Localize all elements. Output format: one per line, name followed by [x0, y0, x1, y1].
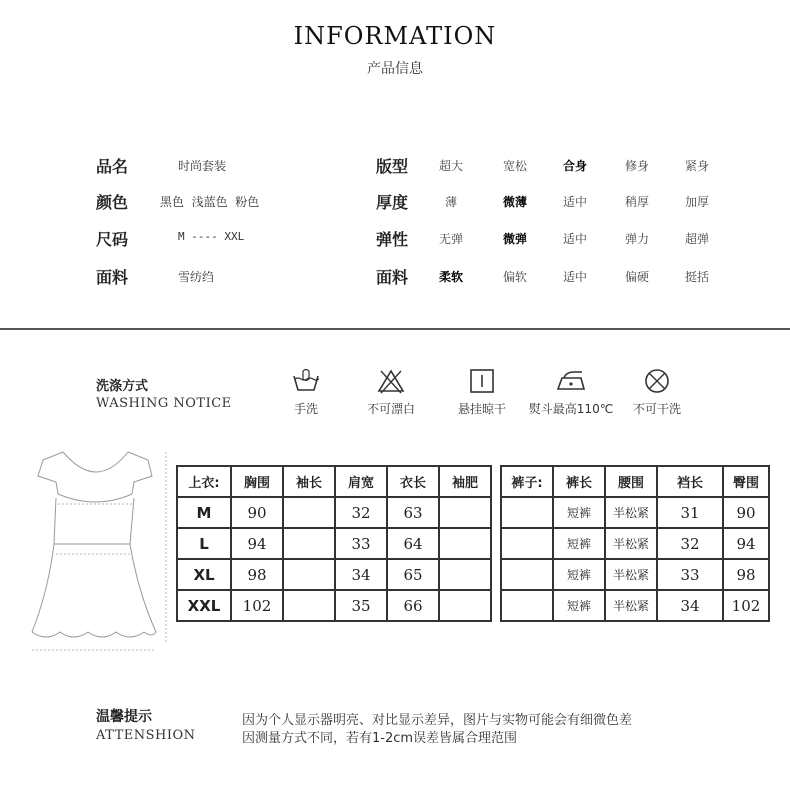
header-length: 衣长 — [387, 466, 439, 497]
wash-label-hand-wash: 手洗 — [293, 402, 318, 416]
info-option: 修身 — [624, 159, 649, 173]
info-label-thickness: 厚度 — [376, 193, 409, 212]
cell-waist: 半松紧 — [605, 559, 657, 590]
cell-chest: 102 — [231, 590, 283, 621]
info-option: 薄 — [444, 195, 457, 209]
cell-hip: 94 — [723, 528, 769, 559]
wash-label-no-dry-clean: 不可干洗 — [632, 402, 681, 416]
header-shoulder: 肩宽 — [335, 466, 387, 497]
hand-wash-icon — [291, 368, 321, 394]
cell-size: XXL — [177, 590, 231, 621]
cell-length: 64 — [387, 528, 439, 559]
iron-icon — [554, 368, 588, 394]
info-option: 偏软 — [502, 270, 527, 284]
cell-sleeve-width — [439, 528, 491, 559]
wash-item-no-bleach — [341, 368, 441, 417]
cell-chest: 94 — [231, 528, 283, 559]
info-option: 柔软 — [438, 270, 463, 284]
table-gap — [491, 528, 501, 559]
info-option: 适中 — [562, 270, 587, 284]
header-waist: 腰围 — [605, 466, 657, 497]
wash-label-iron: 熨斗最高110℃ — [528, 402, 614, 416]
info-option: 宽松 — [502, 159, 527, 173]
header-hip: 臀围 — [723, 466, 769, 497]
header-pants-label: 裤子: — [501, 466, 553, 497]
header-chest: 胸围 — [231, 466, 283, 497]
wash-item-iron — [521, 368, 621, 417]
info-label-color: 颜色 — [96, 193, 129, 212]
info-option: 挺括 — [684, 270, 709, 284]
table-gap — [491, 466, 501, 497]
cell-crotch: 33 — [657, 559, 723, 590]
table-row — [177, 559, 769, 590]
info-option: 超大 — [438, 159, 463, 173]
cell-pants-label — [501, 559, 553, 590]
info-option: 微薄 — [502, 195, 527, 209]
cell-size: M — [177, 497, 231, 528]
cell-size: L — [177, 528, 231, 559]
cell-sleeve-width — [439, 590, 491, 621]
size-table-header — [177, 466, 769, 497]
cell-length: 65 — [387, 559, 439, 590]
info-option: 紧身 — [684, 159, 709, 173]
cell-sleeve-width — [439, 497, 491, 528]
header-crotch: 裆长 — [657, 466, 723, 497]
table-gap — [491, 559, 501, 590]
info-label-softness: 面料 — [376, 268, 409, 287]
page-title: INFORMATION — [293, 22, 497, 50]
info-value-fabric: 雪纺绉 — [178, 270, 215, 284]
info-value-size: M ---- XXL — [178, 230, 245, 243]
info-value-name: 时尚套装 — [178, 159, 227, 173]
cell-sleeve — [283, 559, 335, 590]
table-gap — [491, 590, 501, 621]
wash-item-no-dry-clean — [607, 368, 707, 417]
info-option: 超弹 — [684, 232, 709, 246]
notice-line-2: 因测量方式不同，若有1-2cm误差皆属合理范围 — [242, 731, 518, 746]
cell-pants-length: 短裤 — [553, 590, 605, 621]
info-option: 合身 — [562, 159, 587, 173]
cell-pants-label — [501, 497, 553, 528]
washing-title: 洗涤方式 — [96, 379, 149, 394]
cell-sleeve-width — [439, 559, 491, 590]
notice-subtitle: ATTENSHION — [96, 728, 196, 743]
cell-sleeve — [283, 497, 335, 528]
header-top-label: 上衣: — [177, 466, 231, 497]
notice-title: 温馨提示 — [96, 709, 152, 725]
cell-waist: 半松紧 — [605, 528, 657, 559]
info-option: 加厚 — [684, 195, 709, 209]
info-option: 稍厚 — [624, 195, 649, 209]
info-label-name: 品名 — [96, 157, 129, 176]
wash-item-hang-dry — [432, 368, 532, 417]
info-option: 微弹 — [502, 232, 527, 246]
cell-crotch: 32 — [657, 528, 723, 559]
cell-length: 66 — [387, 590, 439, 621]
table-gap — [491, 497, 501, 528]
cell-pants-length: 短裤 — [553, 497, 605, 528]
cell-sleeve — [283, 590, 335, 621]
cell-waist: 半松紧 — [605, 590, 657, 621]
size-table — [176, 465, 770, 622]
header-pants-length: 裤长 — [553, 466, 605, 497]
cell-pants-label — [501, 528, 553, 559]
cell-sleeve — [283, 528, 335, 559]
info-value-color: 黑色 浅蓝色 粉色 — [160, 195, 260, 209]
cell-shoulder: 35 — [335, 590, 387, 621]
table-row — [177, 590, 769, 621]
info-option: 适中 — [562, 195, 587, 209]
table-row — [177, 497, 769, 528]
cell-shoulder: 33 — [335, 528, 387, 559]
info-option: 无弹 — [438, 232, 463, 246]
wash-label-hang-dry: 悬挂晾干 — [457, 402, 506, 416]
cell-hip: 90 — [723, 497, 769, 528]
cell-shoulder: 32 — [335, 497, 387, 528]
page-subtitle: 产品信息 — [367, 61, 423, 77]
no-dry-clean-icon — [642, 368, 672, 394]
info-option: 适中 — [562, 232, 587, 246]
cell-waist: 半松紧 — [605, 497, 657, 528]
cell-pants-length: 短裤 — [553, 528, 605, 559]
cell-crotch: 31 — [657, 497, 723, 528]
no-bleach-icon — [376, 368, 406, 394]
cell-chest: 90 — [231, 497, 283, 528]
info-label-fabric: 面料 — [96, 268, 129, 287]
hang-dry-icon — [467, 368, 497, 394]
garment-diagram — [18, 432, 170, 664]
cell-hip: 98 — [723, 559, 769, 590]
info-option: 偏硬 — [624, 270, 649, 284]
info-label-elasticity: 弹性 — [376, 230, 409, 249]
wash-label-no-bleach: 不可漂白 — [366, 402, 415, 416]
cell-pants-length: 短裤 — [553, 559, 605, 590]
info-option: 弹力 — [624, 232, 649, 246]
section-divider — [0, 328, 790, 330]
cell-chest: 98 — [231, 559, 283, 590]
cell-size: XL — [177, 559, 231, 590]
notice-line-1: 因为个人显示器明亮、对比显示差异，图片与实物可能会有细微色差 — [242, 713, 633, 728]
cell-hip: 102 — [723, 590, 769, 621]
cell-crotch: 34 — [657, 590, 723, 621]
info-label-size: 尺码 — [96, 230, 129, 249]
header-sleeve: 袖长 — [283, 466, 335, 497]
header-sleeve-width: 袖肥 — [439, 466, 491, 497]
cell-length: 63 — [387, 497, 439, 528]
cell-shoulder: 34 — [335, 559, 387, 590]
washing-subtitle: WASHING NOTICE — [96, 396, 232, 411]
info-label-fit: 版型 — [376, 157, 409, 176]
table-row — [177, 528, 769, 559]
cell-pants-label — [501, 590, 553, 621]
